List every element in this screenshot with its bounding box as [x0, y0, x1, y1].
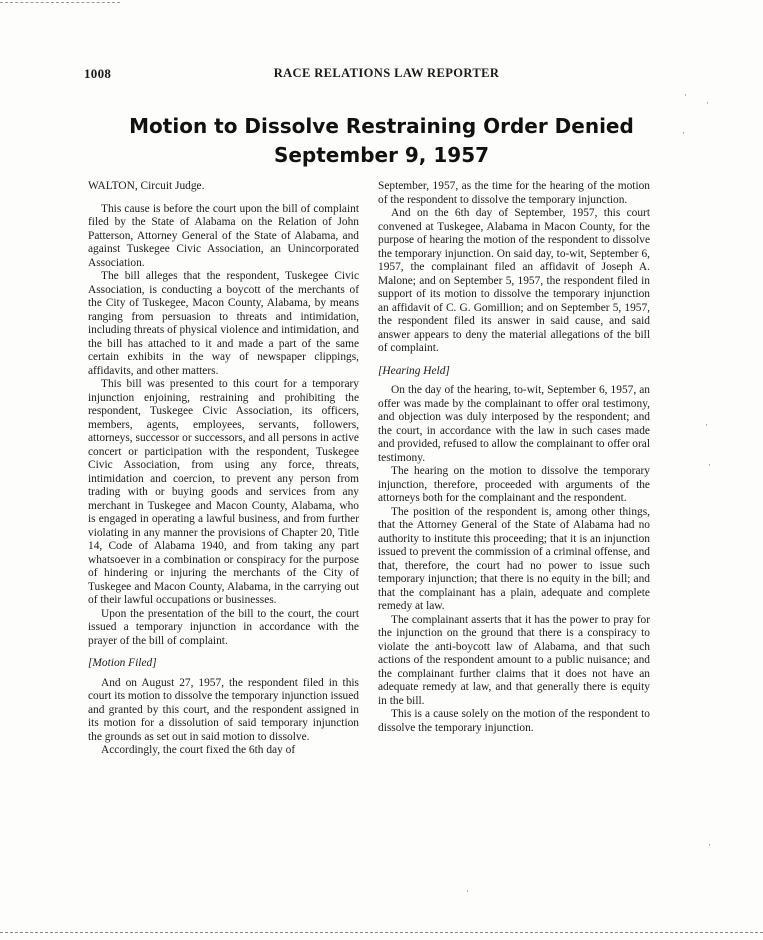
paragraph: On the day of the hearing, to-wit, September 6, 1957, an offer was made by the complainant to offer oral testimony, and objection was duly interposed by the respondent; and the court, in accordance with the law in such cases made and provided, refused to allow the complainant to offer oral testimony. [378, 384, 650, 464]
running-head: RACE RELATIONS LAW REPORTER [273, 66, 500, 80]
scan-speck: · [708, 840, 711, 850]
scan-speck: · [684, 90, 687, 100]
scan-speck: · [708, 460, 711, 470]
paragraph: Accordingly, the court fixed the 6th day of [101, 744, 296, 756]
scan-speck: · [705, 420, 708, 430]
paragraph: Upon the presentation of the bill to the court, the court issued a temporary injunction in accordance with the prayer of the bill of complaint. [88, 607, 359, 647]
paragraph: And on the 6th day of September, 1957, this court convened at Tuskegee, Alabama in Macon County, for the purpose of hearing the motion of the respondent to dissolve the temporary injunction. On said day, to-wit, September 6, 1957, the complainant filed an affidavit of Joseph A. Malone; and on September 5, 1957, the respondent filed in support of its motion to dissolve the temporary injunction an affidavit of C. G. Gomillion; and on September 5, 1957, the respondent filed its answer in said cause, and said answer appears to deny the material allegations of the bill of complaint. [378, 207, 650, 354]
page-number: 1008 [84, 66, 112, 81]
judge-line: WALTON, Circuit Judge. [88, 180, 205, 192]
title-line-2: September 9, 1957 [273, 143, 490, 167]
paragraph: The complainant asserts that it has the power to pray for the injunction on the ground that there is a conspiracy to violate the anti-boycott law of Alabama, and that such actions of the respondent amount to a public nuisance; and the complainant further claims that it does not have an adequate remedy at law, and that generally there is equity in the bill. [378, 613, 650, 707]
paragraph: The bill alleges that the respondent, Tuskegee Civic Association, is conducting a boycott of the merchants of the City of Tuskegee, Macon County, Alabama, by means ranging from persuasion to threats and intimidation, including threats of physical violence and intimidation, and the bill has attached to it and made a part of the same certain exhibits in the way of newspaper clippings, affidavits, and other matters. [88, 270, 359, 377]
scan-edge-top [0, 2, 120, 7]
title-line-1: Motion to Dissolve Restraining Order Denied [129, 114, 634, 138]
scan-edge-bottom [0, 932, 763, 935]
paragraph: The hearing on the motion to dissolve the temporary injunction, therefore, proceeded with arguments of the attorneys both for the complainant and the respondent. [378, 465, 650, 504]
paragraph: This is a cause solely on the motion of the respondent to dissolve the temporary injunction. [378, 708, 650, 734]
scan-speck: · [706, 98, 709, 108]
paragraph: And on August 27, 1957, the respondent filed in this court its motion to dissolve the temporary injunction issued and granted by this court, and the respondent assigned in its motion for a dissolution of said temporary injunction the grounds as set out in said motion to dissolve. [88, 676, 359, 743]
section-heading-motion-filed: [Motion Filed] [88, 657, 157, 669]
paragraph: September, 1957, as the time for the hearing of the motion of the respondent to dissolve the temporary injunction. [378, 180, 650, 206]
paragraph: This bill was presented to this court for a temporary injunction enjoining, restraining and prohibiting the respondent, Tuskegee Civic Association, its officers, members, agents, employees, servants, followers, attorneys, successor or successors, and all persons in active concert or participation with the respondent, Tuskegee Civic Association, from using any force, threats, intimidation and coercion, to prevent any person from trading with or buying goods and services from any merchant in Tuskegee and Macon County, Alabama, who is engaged in operating a lawful business, and from further violating in any manner the provisions of Chapter 20, Title 14, Code of Alabama 1940, and from taking any part whatsoever in a combination or conspiracy for the purpose of hindering or injuring the merchants of the City of Tuskegee and Macon County, Alabama, in the carrying out of their lawful occupations or businesses. [88, 378, 359, 606]
section-heading-hearing-held: [Hearing Held] [378, 364, 450, 377]
right-column [378, 180, 650, 735]
paragraph: The position of the respondent is, among other things, that the Attorney General of the State of Alabama had no authority to institute this proceeding; that it is an injunction issued to prevent the commission of a criminal offense, and that, therefore, the court had no power to issue such temporary injunction; that there is no equity in the bill; and that the complainant has a plain, adequate and complete remedy at law. [378, 505, 650, 612]
document-title [0, 112, 763, 170]
left-column [88, 180, 359, 758]
scan-speck: · [682, 128, 685, 138]
paragraph: This cause is before the court upon the bill of complaint filed by the State of Alabama on the Relation of John Patterson, Attorney General of the State of Alabama, and against Tuskegee Civic Association, an Unincorporated Association. [88, 202, 359, 269]
scan-speck: · [466, 886, 469, 896]
